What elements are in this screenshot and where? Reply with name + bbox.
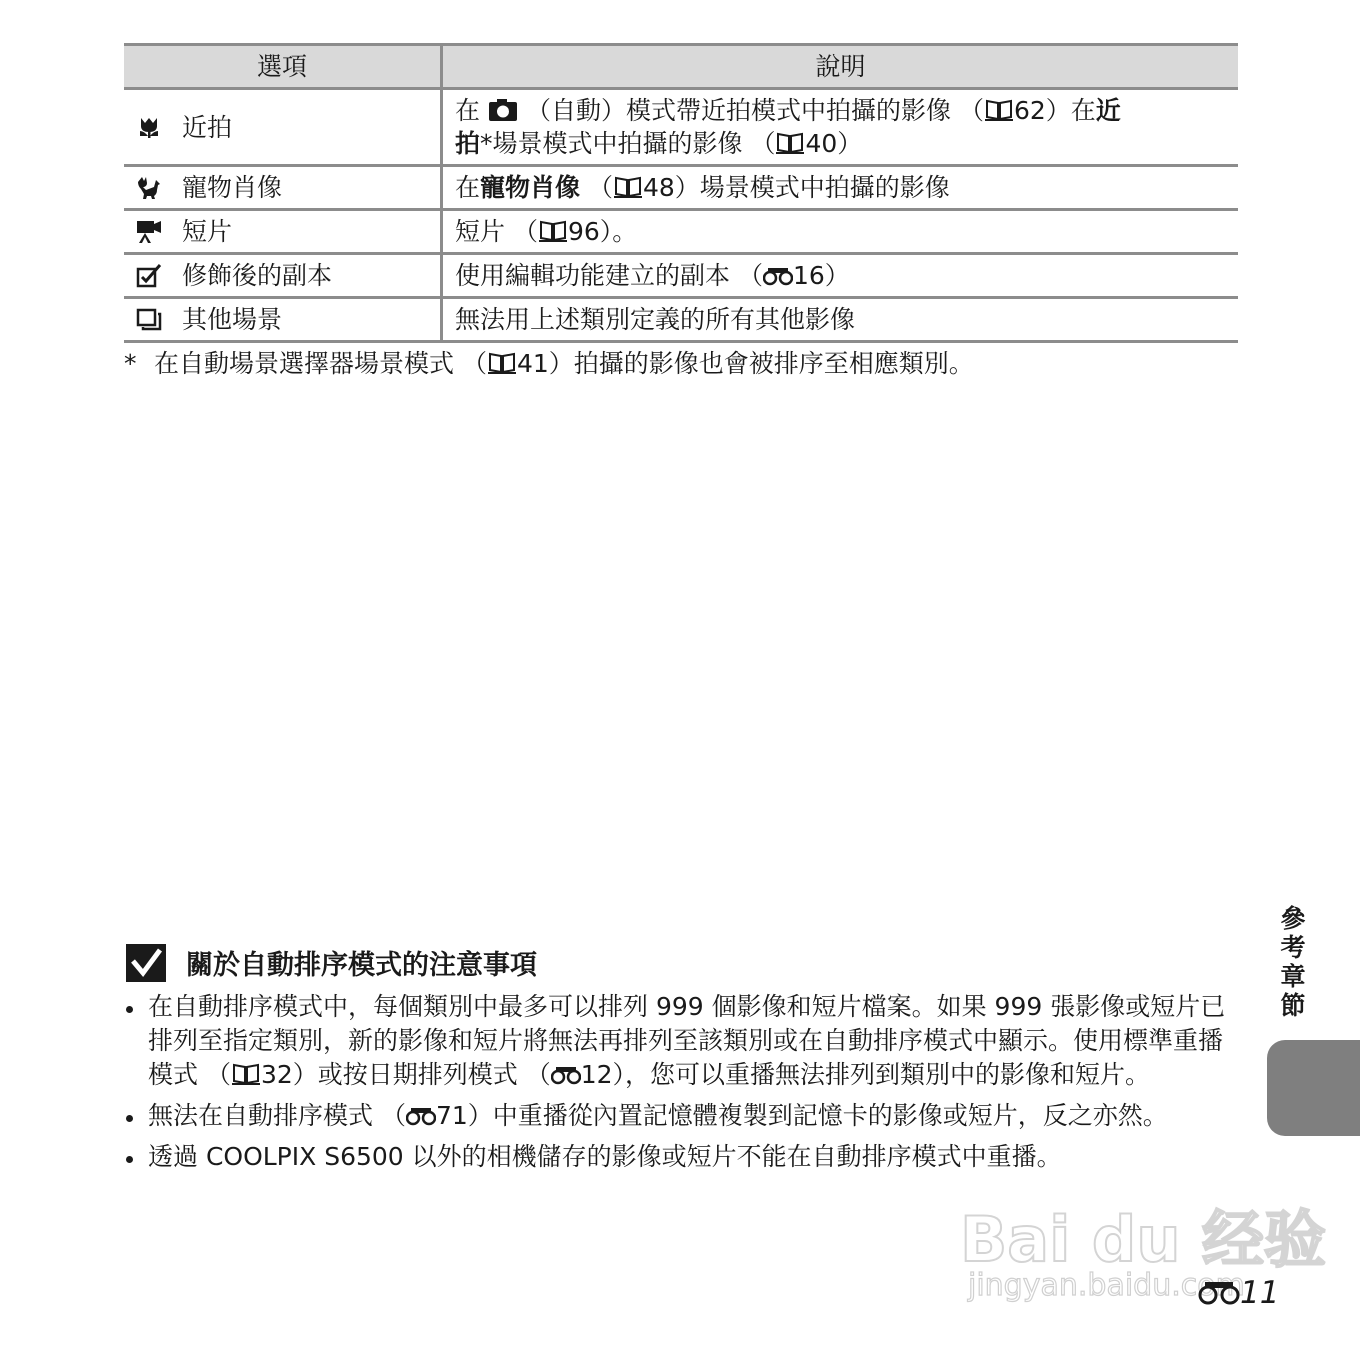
page-number — [1198, 1273, 1279, 1313]
column-header-description: 說明 — [442, 45, 1239, 89]
note-title-text: 關於自動排序模式的注意事項 — [186, 950, 537, 981]
table-row — [124, 298, 1238, 342]
desc-text: 96）。 — [567, 217, 638, 246]
table-row — [124, 254, 1238, 298]
desc-text: 無法用上述類別定義的所有其他影像 — [455, 305, 856, 334]
option-label: 寵物肖像 — [182, 173, 283, 202]
note-heading — [126, 944, 537, 984]
watermark-url-text: jingyan.baidu.com — [968, 1268, 1245, 1303]
other-scenes-icon — [136, 306, 162, 332]
desc-text: 在 — [455, 173, 481, 202]
description-cell — [442, 89, 1239, 166]
options-table — [124, 43, 1238, 343]
page-number-text: 11 — [1240, 1275, 1280, 1311]
book-reference-icon — [613, 174, 643, 198]
option-label: 修飾後的副本 — [182, 261, 333, 290]
auto-mode-camera-icon — [488, 97, 518, 121]
note-text: 32）或按日期排列模式 （ — [260, 1060, 551, 1089]
watermark-logo-text: Bai du 经验 — [960, 1203, 1327, 1276]
option-cell — [124, 210, 442, 254]
section-side-tab — [1267, 1040, 1360, 1136]
binocular-reference-icon — [406, 1101, 436, 1121]
table-row — [124, 89, 1238, 166]
desc-text: 40） — [805, 129, 863, 158]
option-label: 近拍 — [182, 112, 233, 142]
note-text: 無法在自動排序模式 （ — [148, 1101, 406, 1130]
binocular-reference-icon — [551, 1060, 581, 1080]
section-side-label: 參 考 章 節 — [1280, 904, 1306, 1020]
desc-text: 62）在 — [1013, 96, 1096, 125]
table-row — [124, 166, 1238, 210]
pet-portrait-icon — [136, 174, 162, 200]
footnote-asterisk: * — [124, 349, 137, 378]
desc-text: 16） — [792, 261, 850, 290]
note-text: 在自動排序模式中，每個類別中最多可以排列 999 個影像和短片檔案。如果 999 張影像或短片已排列至指定類別，新的影像和短片將無法再排列至該類別或在自動排序模式中顯示。使用標準重播模式 （ — [148, 992, 1226, 1089]
footnote-text: 41）拍攝的影像也會被排序至相應類別。 — [516, 349, 974, 378]
note-text: 71）中重播從內置記憶體複製到記憶卡的影像或短片，反之亦然。 — [435, 1101, 1168, 1130]
book-reference-icon — [538, 218, 568, 242]
book-reference-icon — [775, 130, 805, 154]
desc-text: 短片 （ — [455, 217, 538, 246]
desc-text: 在 — [455, 96, 481, 125]
desc-text: 48）場景模式中拍攝的影像 — [642, 173, 950, 202]
footnote-text: 在自動場景選擇器場景模式 （ — [154, 349, 487, 378]
option-cell — [124, 254, 442, 298]
option-label: 短片 — [182, 217, 233, 246]
list-item — [124, 1099, 1238, 1133]
desc-bold: 拍 — [455, 129, 481, 158]
table-header-row — [124, 45, 1238, 89]
table-row — [124, 210, 1238, 254]
retouch-icon — [136, 262, 162, 288]
desc-text: （自動）模式帶近拍模式中拍攝的影像 （ — [526, 96, 984, 125]
note-text: 透過 COOLPIX S6500 以外的相機儲存的影像或短片不能在自動排序模式中重播。 — [148, 1142, 1062, 1171]
movie-camera-icon — [136, 218, 162, 244]
desc-text: （ — [580, 173, 613, 202]
description-cell — [442, 298, 1239, 342]
column-header-option: 選項 — [124, 45, 442, 89]
note-list — [124, 990, 1238, 1181]
note-text: 12），您可以重播無法排列到類別中的影像和短片。 — [580, 1060, 1151, 1089]
macro-tulip-icon — [136, 114, 162, 140]
book-reference-icon — [984, 97, 1014, 121]
list-item — [124, 1140, 1238, 1174]
desc-text: *場景模式中拍攝的影像 （ — [480, 129, 776, 158]
book-reference-icon — [231, 1061, 261, 1085]
description-cell — [442, 210, 1239, 254]
binocular-reference-icon — [1198, 1276, 1240, 1302]
list-item — [124, 990, 1238, 1092]
option-cell — [124, 298, 442, 342]
check-note-icon — [126, 944, 166, 982]
desc-text: 使用編輯功能建立的副本 （ — [455, 261, 763, 290]
description-cell — [442, 254, 1239, 298]
description-cell — [442, 166, 1239, 210]
binocular-reference-icon — [763, 261, 793, 281]
option-cell — [124, 166, 442, 210]
desc-bold: 寵物肖像 — [480, 173, 581, 202]
desc-bold: 近 — [1095, 96, 1121, 125]
option-label: 其他場景 — [182, 305, 283, 334]
option-cell — [124, 89, 442, 166]
book-reference-icon — [487, 351, 517, 375]
table-footnote — [124, 348, 1244, 380]
